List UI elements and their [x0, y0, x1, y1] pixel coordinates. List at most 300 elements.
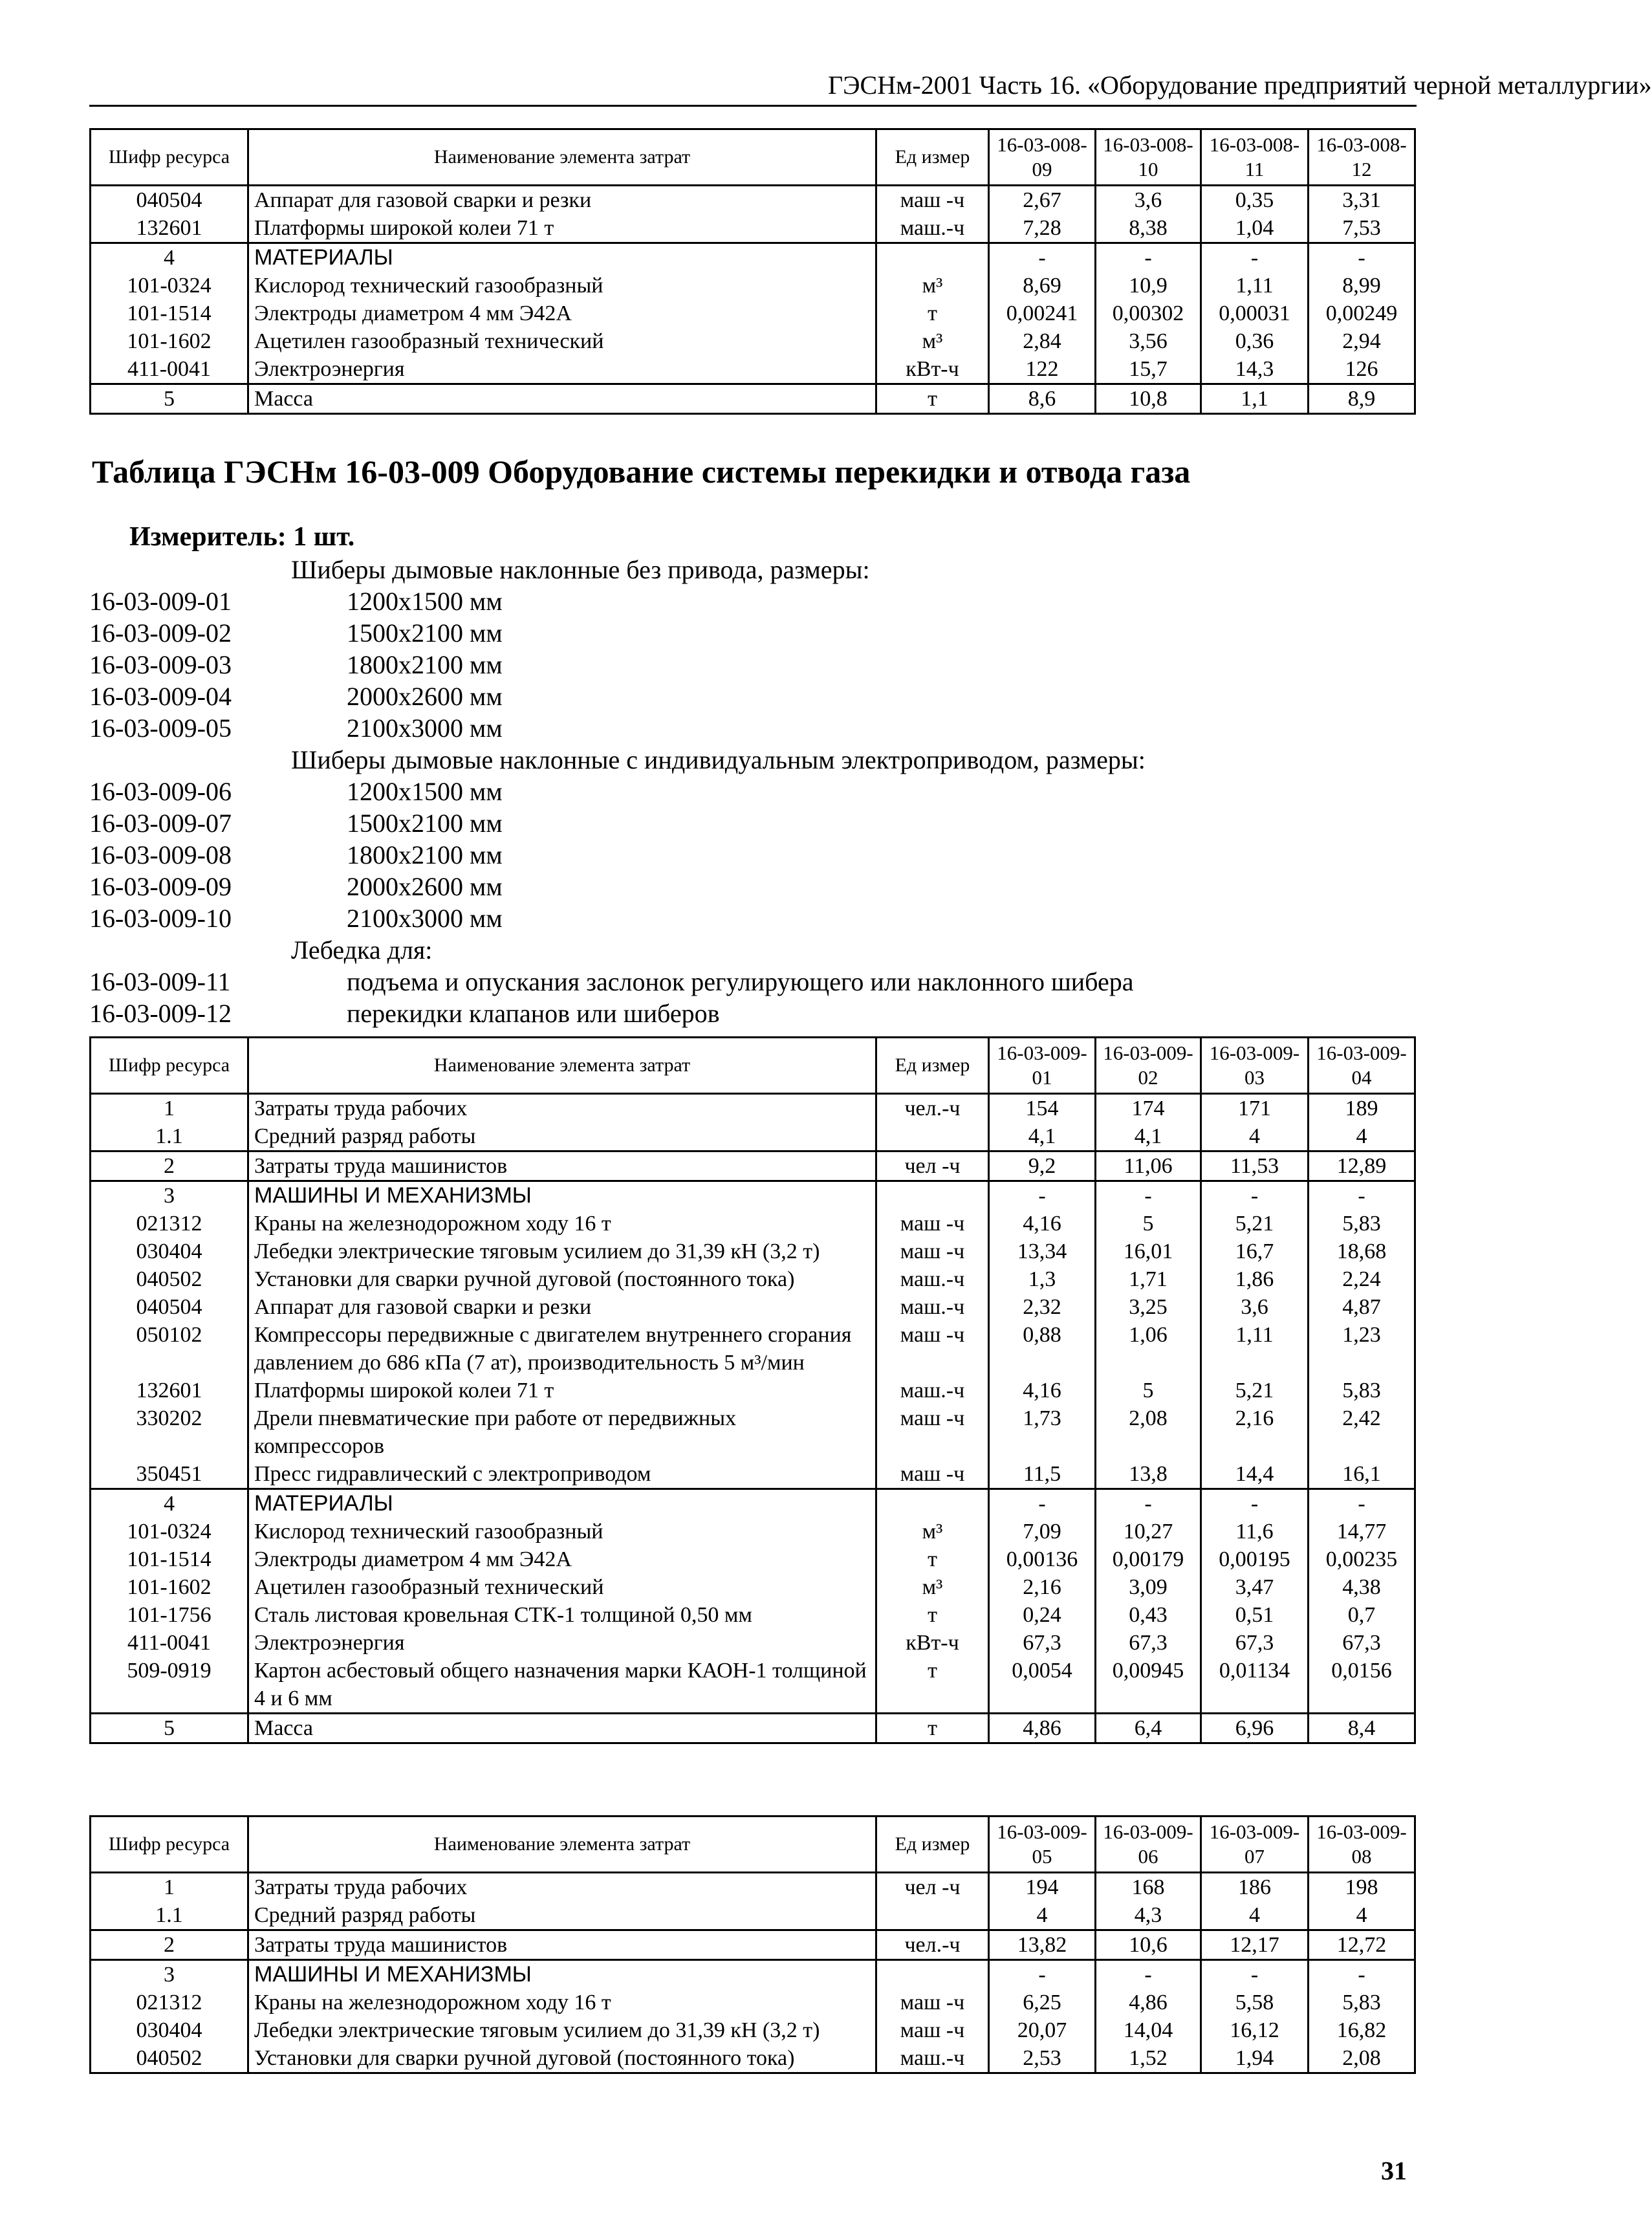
norm-value: -: [1309, 1489, 1415, 1518]
resource-code: 040502: [91, 1265, 248, 1293]
table-row: [91, 1573, 1415, 1601]
norm-description: 1500x2100 мм: [347, 618, 503, 648]
table-row: [91, 1901, 1415, 1930]
norm-value: 7,53: [1309, 214, 1415, 243]
cost-element-name: Затраты труда рабочих: [248, 1094, 876, 1123]
norm-value: 20,07: [989, 2016, 1096, 2044]
unit-of-measure: м³: [876, 1518, 989, 1545]
resource-code: 040504: [91, 186, 248, 215]
norm-code: 16-03-009-11: [89, 967, 231, 996]
norm-value: -: [989, 243, 1096, 272]
table-row: [91, 2044, 1415, 2073]
norm-code: 16-03-009-12: [89, 999, 232, 1028]
norm-value: 13,82: [989, 1930, 1096, 1960]
norm-value: 7,28: [989, 214, 1096, 243]
norm-code: 16-03-009-10: [89, 904, 232, 933]
resource-code: 101-0324: [91, 272, 248, 300]
cost-element-name: МАШИНЫ И МЕХАНИЗМЫ: [248, 1181, 876, 1210]
norm-value: 0,43: [1096, 1601, 1201, 1629]
norm-code: 16-03-009-03: [89, 650, 232, 679]
unit-of-measure: [876, 1901, 989, 1930]
resource-code: 4: [91, 1489, 248, 1518]
norm-value: 5: [1096, 1377, 1201, 1404]
norm-code: 16-03-009-07: [89, 809, 232, 838]
table-row: [91, 1377, 1415, 1404]
table-row: [91, 1545, 1415, 1573]
resource-code: 101-1756: [91, 1601, 248, 1629]
resource-code: 411-0041: [91, 355, 248, 384]
norm-value: 122: [989, 355, 1096, 384]
norm-value: 4,87: [1309, 1293, 1415, 1321]
header-norm-code: 16-03-009-05: [989, 1817, 1096, 1873]
table-row: [91, 1293, 1415, 1321]
cost-element-name: Аппарат для газовой сварки и резки: [248, 186, 876, 215]
table-row: [91, 1181, 1415, 1210]
header-unit: Ед измер: [876, 129, 989, 186]
norm-value: 0,00249: [1309, 300, 1415, 327]
norm-value: 168: [1096, 1873, 1201, 1902]
unit-of-measure: т: [876, 384, 989, 414]
resource-code: 350451: [91, 1460, 248, 1489]
resource-code: 4: [91, 243, 248, 272]
table-row: [91, 1629, 1415, 1657]
table-row: [91, 300, 1415, 327]
norm-value: -: [1096, 1489, 1201, 1518]
unit-of-measure: м³: [876, 327, 989, 355]
table-row: [91, 1210, 1415, 1238]
cost-element-name: Масса: [248, 384, 876, 414]
list-item: [89, 998, 1448, 1029]
list-group-heading: [89, 554, 1448, 585]
cost-element-name: Ацетилен газообразный технический: [248, 327, 876, 355]
norm-description: 1800x2100 мм: [347, 840, 503, 869]
norm-value: 0,00195: [1201, 1545, 1309, 1573]
norm-value: 2,32: [989, 1293, 1096, 1321]
norm-value: 1,3: [989, 1265, 1096, 1293]
list-item: [89, 807, 1448, 839]
norm-value: -: [1201, 1960, 1309, 1989]
norm-value: 0,00241: [989, 300, 1096, 327]
table-row: [91, 384, 1415, 414]
norm-value: 6,4: [1096, 1714, 1201, 1743]
cost-element-name: Затраты труда машинистов: [248, 1151, 876, 1181]
list-item: [89, 712, 1448, 744]
unit-of-measure: [876, 1181, 989, 1210]
norm-value: 1,1: [1201, 384, 1309, 414]
norm-value: -: [989, 1960, 1096, 1989]
unit-of-measure: [876, 243, 989, 272]
table-row: [91, 272, 1415, 300]
norm-value: -: [1096, 1960, 1201, 1989]
page-header: ГЭСНм-2001 Часть 16. «Оборудование предприятий черной металлургии»: [828, 71, 1652, 100]
norm-value: 10,27: [1096, 1518, 1201, 1545]
norm-code: 16-03-009-04: [89, 682, 232, 711]
norm-value: -: [1096, 243, 1201, 272]
list-item: [89, 776, 1448, 807]
header-name: Наименование элемента затрат: [248, 1038, 876, 1094]
norm-value: 0,00136: [989, 1545, 1096, 1573]
cost-element-name: Масса: [248, 1714, 876, 1743]
norm-description: 2100x3000 мм: [347, 714, 503, 743]
resource-code: 132601: [91, 1377, 248, 1404]
norm-value: 2,16: [989, 1573, 1096, 1601]
header-code: Шифр ресурса: [91, 1038, 248, 1094]
norm-value: 171: [1201, 1094, 1309, 1123]
norm-value: 3,6: [1096, 186, 1201, 215]
norm-description: 1200x1500 мм: [347, 587, 503, 616]
resource-code: 040504: [91, 1293, 248, 1321]
unit-of-measure: маш -ч: [876, 2016, 989, 2044]
norm-value: 0,00945: [1096, 1657, 1201, 1714]
resource-code: 101-0324: [91, 1518, 248, 1545]
header-name: Наименование элемента затрат: [248, 1817, 876, 1873]
header-code: Шифр ресурса: [91, 129, 248, 186]
norm-value: 14,04: [1096, 2016, 1201, 2044]
norm-value: 186: [1201, 1873, 1309, 1902]
norm-description: 2100x3000 мм: [347, 904, 503, 933]
resource-code: 101-1602: [91, 1573, 248, 1601]
norm-value: -: [1201, 243, 1309, 272]
header-norm-code: 16-03-009-02: [1096, 1038, 1201, 1094]
resource-code: 3: [91, 1960, 248, 1989]
table-row: [91, 1989, 1415, 2016]
unit-of-measure: маш -ч: [876, 1404, 989, 1460]
unit-of-measure: маш.-ч: [876, 1265, 989, 1293]
table-title: Таблица ГЭСНм 16-03-009 Оборудование системы перекидки и отвода газа: [92, 453, 1191, 490]
unit-of-measure: т: [876, 1601, 989, 1629]
unit-of-measure: т: [876, 1657, 989, 1714]
norm-code: 16-03-009-02: [89, 618, 232, 648]
norm-value: 11,53: [1201, 1151, 1309, 1181]
cost-element-name: Электроды диаметром 4 мм Э42А: [248, 1545, 876, 1573]
norm-value: 194: [989, 1873, 1096, 1902]
cost-element-name: Средний разряд работы: [248, 1122, 876, 1151]
norm-value: 1,11: [1201, 1321, 1309, 1377]
header-name: Наименование элемента затрат: [248, 129, 876, 186]
norm-value: 10,6: [1096, 1930, 1201, 1960]
norm-value: 5,58: [1201, 1989, 1309, 2016]
norm-value: 4,1: [1096, 1122, 1201, 1151]
header-norm-code: 16-03-009-04: [1309, 1038, 1415, 1094]
norm-value: 2,08: [1309, 2044, 1415, 2073]
cost-element-name: Краны на железнодорожном ходу 16 т: [248, 1989, 876, 2016]
cost-element-name: Электроды диаметром 4 мм Э42А: [248, 300, 876, 327]
norm-value: -: [1309, 1181, 1415, 1210]
table-row: [91, 1657, 1415, 1714]
resource-code: 101-1514: [91, 300, 248, 327]
measure-label: Измеритель:: [129, 522, 287, 552]
norm-value: 8,9: [1309, 384, 1415, 414]
norm-value: 16,7: [1201, 1238, 1309, 1265]
norm-value: 4: [1201, 1901, 1309, 1930]
cost-element-name: Платформы широкой колеи 71 т: [248, 214, 876, 243]
norm-value: 16,12: [1201, 2016, 1309, 2044]
table-row: [91, 1601, 1415, 1629]
norm-value: 6,96: [1201, 1714, 1309, 1743]
norm-value: 198: [1309, 1873, 1415, 1902]
table-row: [91, 1518, 1415, 1545]
norm-value: 2,24: [1309, 1265, 1415, 1293]
header-norm-code: 16-03-009-06: [1096, 1817, 1201, 1873]
unit-of-measure: маш.-ч: [876, 1377, 989, 1404]
header-norm-code: 16-03-008-10: [1096, 129, 1201, 186]
norm-value: 0,00235: [1309, 1545, 1415, 1573]
cost-element-name: МАТЕРИАЛЫ: [248, 243, 876, 272]
norm-value: 16,1: [1309, 1460, 1415, 1489]
norm-code: 16-03-009-01: [89, 587, 232, 616]
unit-of-measure: маш.-ч: [876, 2044, 989, 2073]
resource-code: 021312: [91, 1989, 248, 2016]
table-row: [91, 1265, 1415, 1293]
table-row: [91, 1122, 1415, 1151]
norm-value: 5,83: [1309, 1989, 1415, 2016]
resource-code: 1: [91, 1094, 248, 1123]
header-rule: [89, 105, 1417, 107]
cost-element-name: Платформы широкой колеи 71 т: [248, 1377, 876, 1404]
norm-value: 3,09: [1096, 1573, 1201, 1601]
norm-value: 1,52: [1096, 2044, 1201, 2073]
list-item: [89, 617, 1448, 649]
unit-of-measure: маш -ч: [876, 1238, 989, 1265]
table-row: [91, 1238, 1415, 1265]
norm-value: 8,99: [1309, 272, 1415, 300]
unit-of-measure: т: [876, 300, 989, 327]
norm-value: 16,01: [1096, 1238, 1201, 1265]
norm-value: 5,21: [1201, 1210, 1309, 1238]
norm-code: 16-03-009-06: [89, 777, 232, 806]
cost-element-name: Кислород технический газообразный: [248, 1518, 876, 1545]
norm-list: [89, 554, 1448, 1029]
cost-element-name: Электроэнергия: [248, 355, 876, 384]
norm-value: 7,09: [989, 1518, 1096, 1545]
norm-value: 3,6: [1201, 1293, 1309, 1321]
norm-value: 1,94: [1201, 2044, 1309, 2073]
norm-value: 2,08: [1096, 1404, 1201, 1460]
table-row: [91, 1873, 1415, 1902]
unit-of-measure: чел -ч: [876, 1151, 989, 1181]
resource-code: 101-1514: [91, 1545, 248, 1573]
cost-element-name: Компрессоры передвижные с двигателем внутреннего сгорания давлением до 686 кПа (7 ат), производительность 5 м³/мин: [248, 1321, 876, 1377]
norm-value: 0,0156: [1309, 1657, 1415, 1714]
table-row: [91, 327, 1415, 355]
cost-element-name: Установки для сварки ручной дуговой (постоянного тока): [248, 2044, 876, 2073]
list-item: [89, 966, 1448, 998]
resource-code: 021312: [91, 1210, 248, 1238]
norm-code: 16-03-009-08: [89, 840, 232, 869]
norm-value: 4: [989, 1901, 1096, 1930]
norm-value: 8,4: [1309, 1714, 1415, 1743]
header-norm-code: 16-03-008-11: [1201, 129, 1309, 186]
norm-value: 0,36: [1201, 327, 1309, 355]
norm-value: 4,16: [989, 1210, 1096, 1238]
unit-of-measure: кВт-ч: [876, 355, 989, 384]
norm-value: 0,7: [1309, 1601, 1415, 1629]
norm-value: -: [989, 1489, 1096, 1518]
cost-element-name: Краны на железнодорожном ходу 16 т: [248, 1210, 876, 1238]
cost-element-name: Лебедки электрические тяговым усилием до 31,39 кН (3,2 т): [248, 2016, 876, 2044]
unit-of-measure: маш.-ч: [876, 1293, 989, 1321]
resource-table-2: [89, 1036, 1416, 1744]
norm-value: 2,53: [989, 2044, 1096, 2073]
cost-element-name: Сталь листовая кровельная СТК-1 толщиной 0,50 мм: [248, 1601, 876, 1629]
cost-element-name: МАТЕРИАЛЫ: [248, 1489, 876, 1518]
header-code: Шифр ресурса: [91, 1817, 248, 1873]
norm-description: 1500x2100 мм: [347, 809, 503, 838]
norm-description: подъема и опускания заслонок регулирующего или наклонного шибера: [347, 967, 1134, 996]
unit-of-measure: маш -ч: [876, 1989, 989, 2016]
cost-element-name: Кислород технический газообразный: [248, 272, 876, 300]
resource-code: 509-0919: [91, 1657, 248, 1714]
resource-code: 411-0041: [91, 1629, 248, 1657]
norm-value: 13,8: [1096, 1460, 1201, 1489]
norm-value: 67,3: [1309, 1629, 1415, 1657]
norm-value: 14,3: [1201, 355, 1309, 384]
table-row: [91, 1714, 1415, 1743]
norm-value: 5,83: [1309, 1377, 1415, 1404]
norm-value: 14,77: [1309, 1518, 1415, 1545]
table-row: [91, 1489, 1415, 1518]
header-norm-code: 16-03-008-09: [989, 129, 1096, 186]
list-item: [89, 902, 1448, 934]
cost-element-name: Пресс гидравлический с электроприводом: [248, 1460, 876, 1489]
header-norm-code: 16-03-008-12: [1309, 129, 1415, 186]
unit-of-measure: [876, 1489, 989, 1518]
norm-value: 1,04: [1201, 214, 1309, 243]
table-row: [91, 1460, 1415, 1489]
norm-value: -: [1309, 1960, 1415, 1989]
cost-element-name: Аппарат для газовой сварки и резки: [248, 1293, 876, 1321]
unit-of-measure: кВт-ч: [876, 1629, 989, 1657]
norm-value: 18,68: [1309, 1238, 1415, 1265]
norm-description: 2000x2600 мм: [347, 682, 503, 711]
norm-value: 2,84: [989, 327, 1096, 355]
norm-value: 2,42: [1309, 1404, 1415, 1460]
norm-description: Лебедка для:: [291, 935, 433, 965]
resource-table-3: [89, 1815, 1416, 2074]
table-row: [91, 186, 1415, 215]
unit-of-measure: т: [876, 1545, 989, 1573]
norm-value: 9,2: [989, 1151, 1096, 1181]
norm-value: 1,73: [989, 1404, 1096, 1460]
norm-value: 15,7: [1096, 355, 1201, 384]
norm-description: 2000x2600 мм: [347, 872, 503, 901]
norm-value: 14,4: [1201, 1460, 1309, 1489]
unit-of-measure: маш.-ч: [876, 214, 989, 243]
list-group-heading: [89, 744, 1448, 776]
list-group-heading: [89, 934, 1448, 966]
cost-element-name: Дрели пневматические при работе от передвижных компрессоров: [248, 1404, 876, 1460]
list-item: [89, 681, 1448, 712]
resource-code: 030404: [91, 1238, 248, 1265]
norm-value: 5,83: [1309, 1210, 1415, 1238]
unit-of-measure: маш -ч: [876, 1460, 989, 1489]
unit-of-measure: [876, 1960, 989, 1989]
norm-value: 2,16: [1201, 1404, 1309, 1460]
resource-code: 5: [91, 1714, 248, 1743]
unit-of-measure: [876, 1122, 989, 1151]
table-row: [91, 1094, 1415, 1123]
resource-code: 5: [91, 384, 248, 414]
norm-value: 11,06: [1096, 1151, 1201, 1181]
norm-value: 3,25: [1096, 1293, 1201, 1321]
cost-element-name: Ацетилен газообразный технический: [248, 1573, 876, 1601]
list-item: [89, 649, 1448, 681]
norm-value: 0,51: [1201, 1601, 1309, 1629]
resource-code: 050102: [91, 1321, 248, 1377]
header-unit: Ед измер: [876, 1817, 989, 1873]
header-norm-code: 16-03-009-07: [1201, 1817, 1309, 1873]
norm-value: 154: [989, 1094, 1096, 1123]
norm-value: 67,3: [1201, 1629, 1309, 1657]
norm-value: 10,9: [1096, 272, 1201, 300]
table-row: [91, 1151, 1415, 1181]
unit-of-measure: маш -ч: [876, 186, 989, 215]
norm-value: 13,34: [989, 1238, 1096, 1265]
norm-value: 1,86: [1201, 1265, 1309, 1293]
norm-value: 3,31: [1309, 186, 1415, 215]
norm-value: 6,25: [989, 1989, 1096, 2016]
unit-of-measure: чел.-ч: [876, 1094, 989, 1123]
norm-code: 16-03-009-09: [89, 872, 232, 901]
resource-code: 2: [91, 1930, 248, 1960]
norm-value: 11,6: [1201, 1518, 1309, 1545]
norm-value: 4,16: [989, 1377, 1096, 1404]
norm-description: 1200x1500 мм: [347, 777, 503, 806]
cost-element-name: Затраты труда рабочих: [248, 1873, 876, 1902]
measure: [129, 521, 354, 552]
cost-element-name: Затраты труда машинистов: [248, 1930, 876, 1960]
cost-element-name: Электроэнергия: [248, 1629, 876, 1657]
norm-value: 12,72: [1309, 1930, 1415, 1960]
norm-value: -: [989, 1181, 1096, 1210]
norm-value: 0,88: [989, 1321, 1096, 1377]
norm-value: 4: [1309, 1122, 1415, 1151]
measure-value: 1 шт.: [293, 522, 355, 552]
unit-of-measure: маш -ч: [876, 1210, 989, 1238]
unit-of-measure: м³: [876, 272, 989, 300]
unit-of-measure: т: [876, 1714, 989, 1743]
norm-value: 4,1: [989, 1122, 1096, 1151]
norm-value: 2,94: [1309, 327, 1415, 355]
norm-description: Шиберы дымовые наклонные с индивидуальным электроприводом, размеры:: [291, 745, 1146, 774]
resource-code: 132601: [91, 214, 248, 243]
table-row: [91, 1404, 1415, 1460]
norm-value: -: [1096, 1181, 1201, 1210]
norm-value: 0,00031: [1201, 300, 1309, 327]
header-norm-code: 16-03-009-03: [1201, 1038, 1309, 1094]
header-norm-code: 16-03-009-08: [1309, 1817, 1415, 1873]
cost-element-name: Лебедки электрические тяговым усилием до 31,39 кН (3,2 т): [248, 1238, 876, 1265]
norm-value: 3,56: [1096, 327, 1201, 355]
norm-value: 0,35: [1201, 186, 1309, 215]
norm-value: 4,3: [1096, 1901, 1201, 1930]
header-unit: Ед измер: [876, 1038, 989, 1094]
list-item: [89, 871, 1448, 902]
norm-value: 1,71: [1096, 1265, 1201, 1293]
unit-of-measure: м³: [876, 1573, 989, 1601]
norm-code: 16-03-009-05: [89, 714, 232, 743]
norm-value: 67,3: [1096, 1629, 1201, 1657]
norm-value: 0,24: [989, 1601, 1096, 1629]
table-row: [91, 2016, 1415, 2044]
norm-description: Шиберы дымовые наклонные без привода, размеры:: [291, 555, 870, 584]
unit-of-measure: чел -ч: [876, 1873, 989, 1902]
norm-value: 8,69: [989, 272, 1096, 300]
norm-value: 0,0054: [989, 1657, 1096, 1714]
resource-code: 030404: [91, 2016, 248, 2044]
norm-value: -: [1309, 243, 1415, 272]
list-item: [89, 839, 1448, 871]
